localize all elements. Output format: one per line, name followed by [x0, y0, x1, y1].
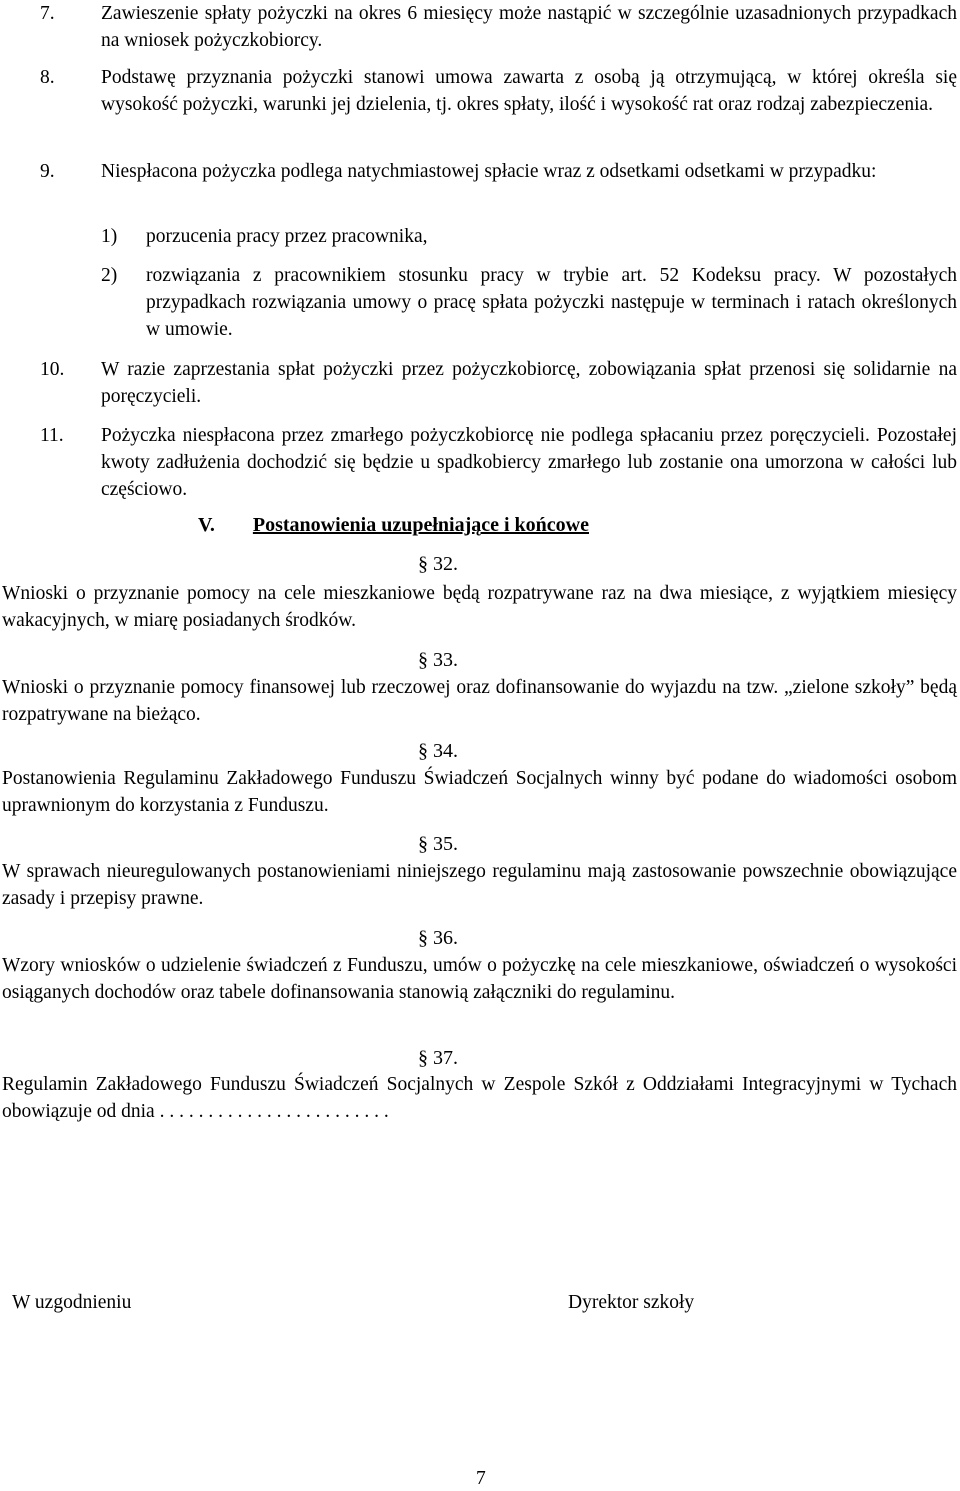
- signature-left-label: W uzgodnieniu: [12, 1292, 132, 1313]
- item-number: 7.: [40, 3, 55, 24]
- section-heading: [198, 514, 589, 537]
- subitem-text: rozwiązania z pracownikiem stosunku pracy w trybie art. 52 Kodeksu pracy. W pozostałych przypadkach rozwiązania umowy o pracę spłata pożyczki następuje w terminach i ratach określonych w umowie.: [146, 265, 957, 340]
- subitem-number: 2): [101, 265, 118, 286]
- item-text: Zawieszenie spłaty pożyczki na okres 6 miesięcy może nastąpić w szczególnie uzasadnionych przypadkach na wniosek pożyczkobiorcy.: [101, 3, 957, 51]
- paragraph-text: W sprawach nieuregulowanych postanowieniami niniejszego regulaminu mają zastosowanie powszechnie obowiązujące zasady i przepisy prawne.: [2, 861, 957, 909]
- subitem-text: porzucenia pracy przez pracownika,: [146, 226, 428, 247]
- paragraph-number: § 34.: [418, 740, 458, 762]
- paragraph-number: § 36.: [418, 927, 458, 949]
- paragraph-number: § 33.: [418, 649, 458, 671]
- item-text: Niespłacona pożyczka podlega natychmiastowej spłacie wraz z odsetkami odsetkami w przypadku:: [101, 161, 877, 182]
- item-text: W razie zaprzestania spłat pożyczki przez pożyczkobiorcę, zobowiązania spłat przenosi się solidarnie na poręczycieli.: [101, 359, 957, 407]
- section-number: V.: [198, 514, 215, 536]
- signature-right-label: Dyrektor szkoły: [568, 1292, 695, 1313]
- paragraph-number: § 35.: [418, 833, 458, 855]
- item-number: 10.: [40, 359, 65, 380]
- paragraph-text: Regulamin Zakładowego Funduszu Świadczeń Socjalnych w Zespole Szkół z Oddziałami Integracyjnymi w Tychach obowiązuje od dnia . . . . . . . . . . . . . . . . . . . . . . . .: [2, 1074, 957, 1122]
- item-number: 8.: [40, 67, 55, 88]
- page-number: 7: [476, 1468, 486, 1489]
- section-title: Postanowienia uzupełniające i końcowe: [252, 514, 589, 536]
- item-text: Podstawę przyznania pożyczki stanowi umowa zawarta z osobą ją otrzymującą, w której określa się wysokość pożyczki, warunki jej dzielenia, tj. okres spłaty, ilość i wysokość rat oraz rodzaj zabezpieczenia.: [101, 67, 957, 115]
- subitem-number: 1): [101, 226, 118, 247]
- item-number: 9.: [40, 161, 55, 182]
- paragraph-text: Postanowienia Regulaminu Zakładowego Funduszu Świadczeń Socjalnych winny być podane do wiadomości osobom uprawnionym do korzystania z Funduszu.: [2, 768, 957, 816]
- paragraph-text: Wnioski o przyznanie pomocy na cele mieszkaniowe będą rozpatrywane raz na dwa miesiące, z wyjątkiem miesięcy wakacyjnych, w miarę posiadanych środków.: [2, 583, 957, 631]
- paragraph-number: § 37.: [418, 1047, 458, 1069]
- paragraph-text: Wzory wniosków o udzielenie świadczeń z Funduszu, umów o pożyczkę na cele mieszkaniowe, oświadczeń o wysokości osiąganych dochodów oraz tabele dofinansowania stanowią załączniki do regulaminu.: [2, 955, 957, 1003]
- item-text: Pożyczka niespłacona przez zmarłego pożyczkobiorcę nie podlega spłacaniu przez poręczycieli. Pozostałej kwoty zadłużenia dochodzić się będzie u spadkobiercy zmarłego lub zostanie ona umorzona w całości lub częściowo.: [101, 425, 957, 500]
- paragraph-text: Wnioski o przyznanie pomocy finansowej lub rzeczowej oraz dofinansowanie do wyjazdu na tzw. „zielone szkoły” będą rozpatrywane na bieżąco.: [2, 677, 957, 725]
- paragraph-number: § 32.: [418, 553, 458, 575]
- item-number: 11.: [40, 425, 64, 446]
